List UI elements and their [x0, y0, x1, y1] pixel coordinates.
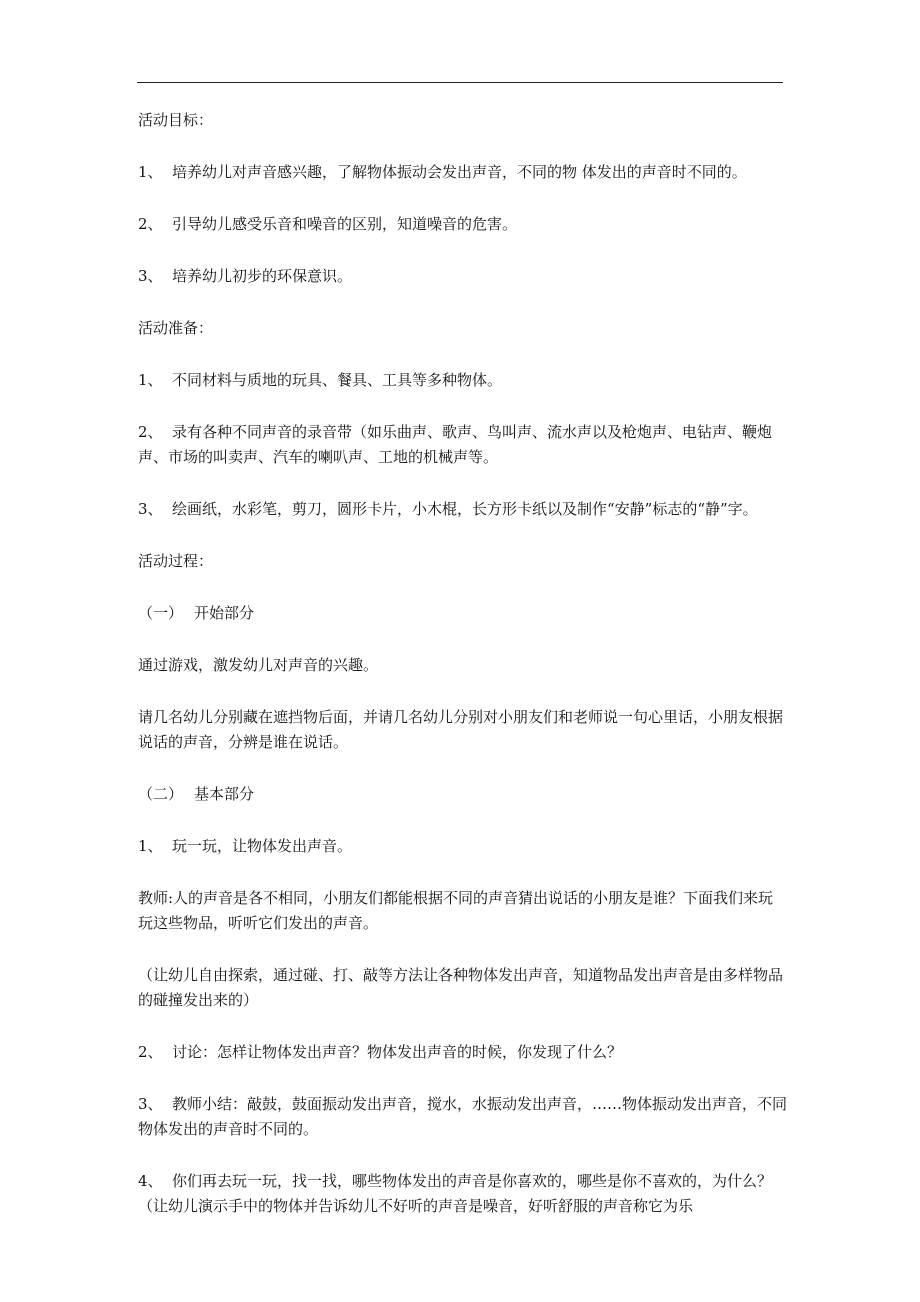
part1-paragraph-2: 请几名幼儿分别藏在遮挡物后面，并请几名幼儿分别对小朋友们和老师说一句心里话，小朋友根据说话的声音，分辨是谁在说话。	[138, 708, 784, 751]
process-heading: 活动过程：	[138, 552, 214, 570]
teacher-paragraph: 教师:人的声音是各不相同，小朋友们都能根据不同的声音猜出说话的小朋友是谁？下面我们来玩玩这些物品，听听它们发出的声音。	[138, 889, 774, 932]
goal-item-1	[138, 160, 788, 185]
part1-heading	[138, 601, 788, 626]
step-2	[138, 1040, 788, 1065]
document-body	[138, 108, 788, 1246]
step-number: 2、	[138, 1043, 163, 1061]
step-3	[138, 1092, 788, 1142]
step-1	[138, 834, 788, 859]
part1-paragraph-1: 通过游戏，激发幼儿对声音的兴趣。	[138, 656, 379, 674]
part2-title: 基本部分	[194, 785, 255, 803]
step-number: 3、	[138, 1095, 163, 1113]
goal-item-number: 3、	[138, 267, 163, 285]
prep-item-number: 3、	[138, 500, 163, 518]
prep-item-1	[138, 368, 788, 393]
goal-item-number: 2、	[138, 215, 163, 233]
prep-item-number: 2、	[138, 423, 163, 441]
step-text: 讨论：怎样让物体发出声音？物体发出声音的时候，你发现了什么？	[172, 1043, 623, 1061]
step-text: 玩一玩，让物体发出声音。	[172, 837, 353, 855]
goal-item-text: 培养幼儿初步的环保意识。	[172, 267, 353, 285]
note-paragraph: （让幼儿自由探索，通过碰、打、敲等方法让各种物体发出声音，知道物品发出声音是由多样物品的碰撞发出来的）	[138, 966, 784, 1009]
part1-title: 开始部分	[194, 604, 255, 622]
prep-heading: 活动准备：	[138, 319, 214, 337]
goal-item-text: 引导幼儿感受乐音和噪音的区别，知道噪音的危害。	[172, 215, 518, 233]
step-text: 教师小结：敲鼓，鼓面振动发出声音，搅水，水振动发出声音，……物体振动发出声音，不同物体发出的声音时不同的。	[138, 1095, 788, 1138]
goal-item-3	[138, 264, 788, 289]
prep-item-number: 1、	[138, 371, 163, 389]
goal-item-2	[138, 212, 788, 237]
goal-item-text: 培养幼儿对声音感兴趣，了解物体振动会发出声音，不同的物 体发出的声音时不同的。	[172, 163, 747, 181]
step-text: 你们再去玩一玩，找一找，哪些物体发出的声音是你喜欢的，哪些是你不喜欢的，为什么？（让幼儿演示手中的物体并告诉幼儿不好听的声音是噪音，好听舒服的声音称它为乐	[138, 1172, 773, 1215]
part2-heading	[138, 782, 788, 807]
step-number: 1、	[138, 837, 163, 855]
goal-heading: 活动目标：	[138, 111, 214, 129]
prep-item-2	[138, 420, 788, 470]
prep-item-3	[138, 497, 788, 522]
part2-number: （二）	[138, 785, 184, 803]
prep-item-text: 绘画纸，水彩笔，剪刀，圆形卡片，小木棍，长方形卡纸以及制作“安静”标志的“静”字。	[172, 500, 758, 518]
prep-item-text: 不同材料与质地的玩具、餐具、工具等多种物体。	[172, 371, 503, 389]
prep-item-text: 录有各种不同声音的录音带（如乐曲声、歌声、鸟叫声、流水声以及枪炮声、电钻声、鞭炮声、市场的叫卖声、汽车的喇叭声、工地的机械声等。	[138, 423, 773, 466]
part1-number: （一）	[138, 604, 184, 622]
header-rule	[137, 82, 783, 83]
step-number: 4、	[138, 1172, 163, 1190]
goal-item-number: 1、	[138, 163, 163, 181]
step-4	[138, 1169, 788, 1219]
